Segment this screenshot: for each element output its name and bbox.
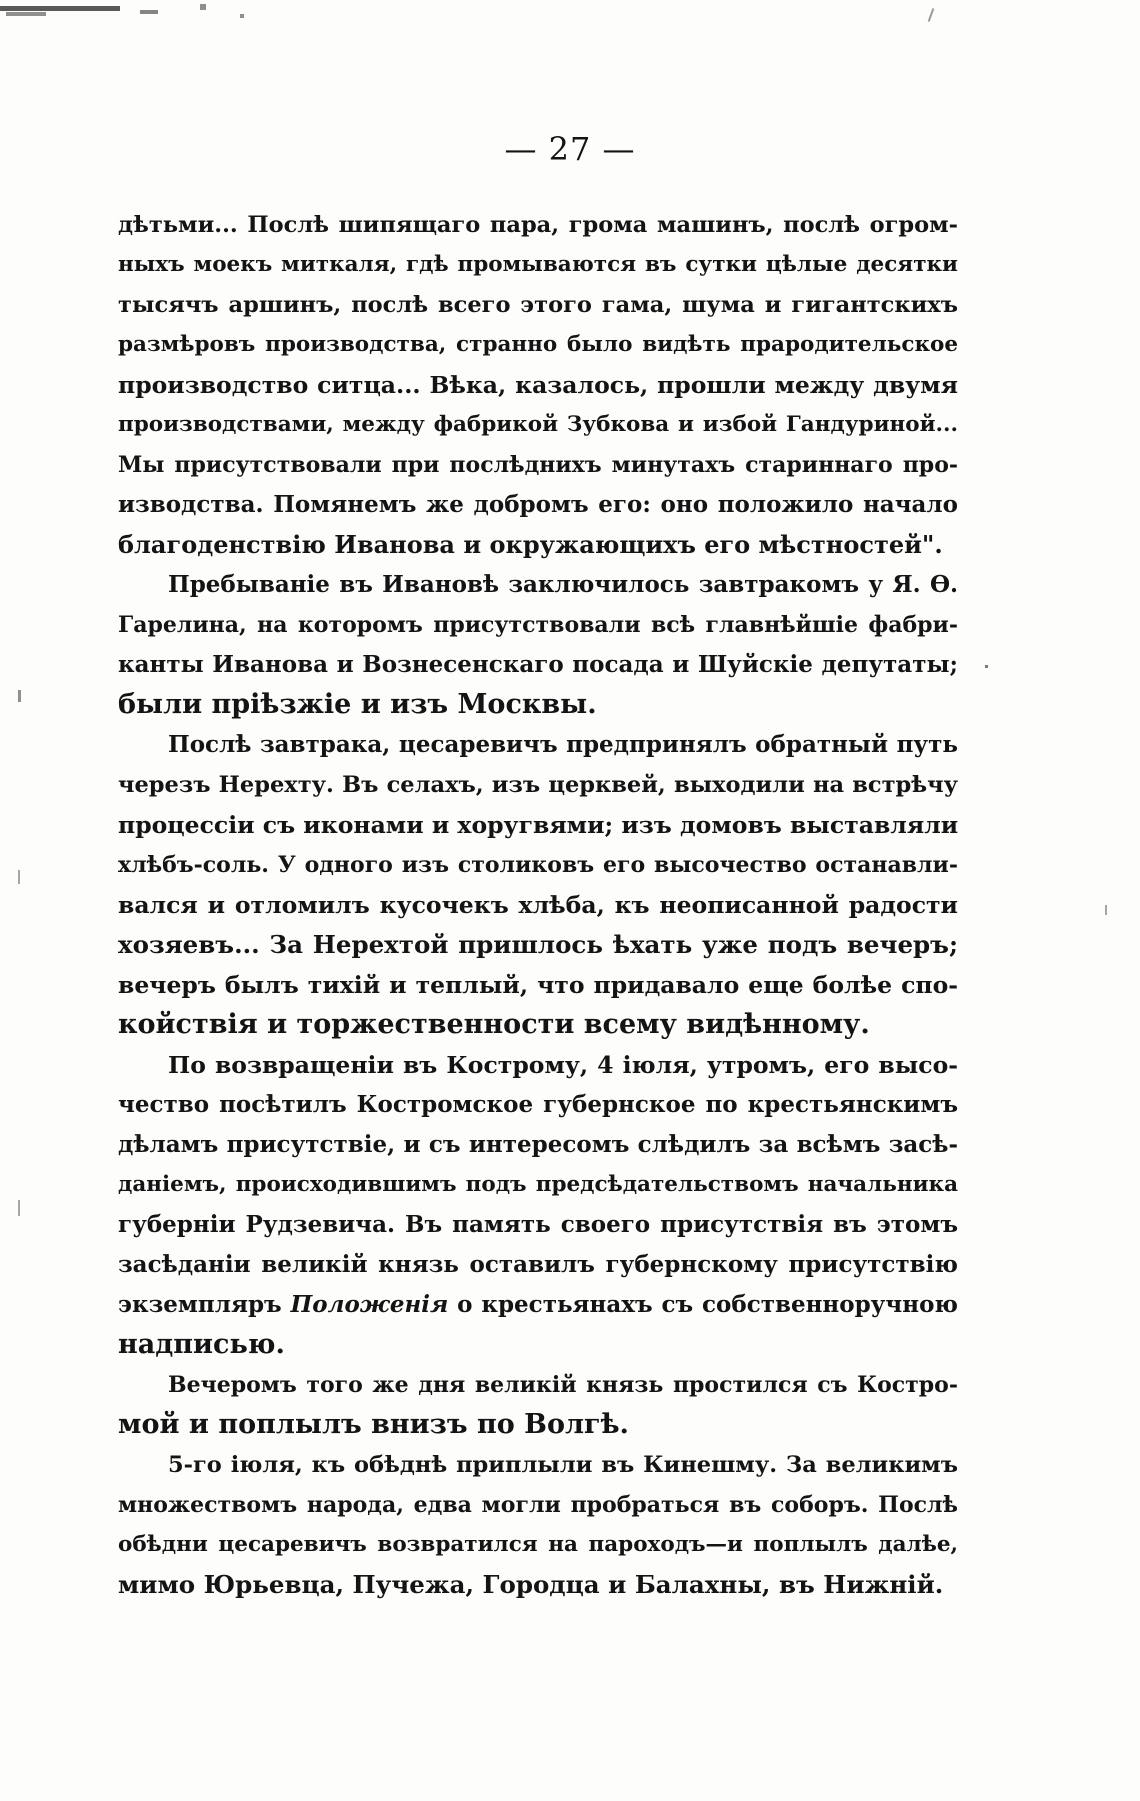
text-line: хозяевъ... За Нерехтой пришлось ѣхать уже подъ вечеръ; (118, 930, 958, 959)
scan-artifact (240, 14, 244, 18)
text-line: обѣдни цесаревичъ возвратился на пароходъ—и поплылъ далѣе, (118, 1532, 958, 1557)
text-line: были пріѣзжіе и изъ Москвы. (118, 689, 597, 720)
text-line: размѣровъ производства, странно было видѣть прародительское (118, 332, 958, 357)
text-line: Пребываніе въ Ивановѣ заключилось завтракомъ у Я. Ѳ. (168, 571, 958, 598)
scan-artifact (18, 690, 21, 702)
text-line: Послѣ завтрака, цесаревичъ предпринялъ обратный путь (168, 731, 958, 758)
text-line: засѣданіи великій князь оставилъ губернскому присутствію (118, 1251, 958, 1278)
italic-emphasis: Положенія (290, 1291, 449, 1318)
scan-artifact (0, 6, 120, 11)
text-line: надписью. (118, 1329, 285, 1360)
text-line: благоденствію Иванова и окружающихъ его мѣстностей". (118, 530, 943, 559)
text-line: дѣтьми... Послѣ шипящаго пара, грома машинъ, послѣ огром- (118, 212, 958, 238)
text-line: производствами, между фабрикой Зубкова и избой Гандуриной... (118, 412, 958, 437)
text-line: Гарелина, на которомъ присутствовали всѣ главнѣйшіе фабри- (118, 612, 958, 638)
scan-artifact (985, 665, 988, 668)
text-line: чество посѣтилъ Костромское губернское по крестьянскимъ (118, 1091, 958, 1118)
text-line: канты Иванова и Вознесенскаго посада и Шуйскіе депутаты; (118, 651, 958, 678)
scan-artifact (18, 1200, 20, 1216)
scan-artifact (928, 8, 935, 22)
paragraph (118, 1445, 958, 1605)
text-line: вался и отломилъ кусочекъ хлѣба, къ неописанной радости (118, 891, 958, 919)
paragraph (118, 205, 958, 565)
paragraph (118, 1365, 958, 1445)
text-line: вечеръ былъ тихій и теплый, что придавало еще болѣе спо- (118, 971, 958, 999)
body-text (118, 205, 958, 1605)
text-line: дѣламъ присутствіе, и съ интересомъ слѣдилъ за всѣмъ засѣ- (118, 1131, 958, 1158)
text-line: экземпляръ Положенія о крестьянахъ съ собственноручною (118, 1291, 958, 1318)
text-line: изводства. Помянемъ же добромъ его: оно положило начало (118, 491, 958, 518)
text-line: Мы присутствовали при послѣднихъ минутахъ стариннаго про- (118, 452, 958, 478)
text-line: По возвращеніи въ Кострому, 4 іюля, утромъ, его высо- (168, 1051, 958, 1079)
text-line: 5-го іюля, къ обѣднѣ приплыли въ Кинешму. За великимъ (168, 1452, 958, 1478)
text-line: мой и поплылъ внизъ по Волгѣ. (118, 1409, 629, 1440)
paragraph (118, 1045, 958, 1365)
text-line: мимо Юрьевца, Пучежа, Городца и Балахны, въ Нижній. (118, 1570, 944, 1599)
text-line: хлѣбъ-соль. У одного изъ столиковъ его высочество останавли- (118, 852, 958, 878)
text-line: множествомъ народа, едва могли пробраться въ соборъ. Послѣ (118, 1492, 958, 1518)
text-line: губерніи Рудзевича. Въ память своего присутствія въ этомъ (118, 1211, 958, 1238)
text-line: производство ситца... Вѣка, казалось, прошли между двумя (118, 371, 958, 399)
scan-artifact (6, 12, 46, 16)
scan-artifact (140, 10, 158, 14)
text-line: тысячъ аршинъ, послѣ всего этого гама, шума и гигантскихъ (118, 292, 958, 318)
text-line: черезъ Нерехту. Въ селахъ, изъ церквей, выходили на встрѣчу (118, 772, 958, 798)
scan-artifact (200, 4, 206, 10)
text-line: даніемъ, происходившимъ подъ предсѣдательствомъ начальника (118, 1172, 958, 1197)
scan-artifact (18, 870, 20, 884)
text-line: ныхъ моекъ миткаля, гдѣ промываются въ сутки цѣлые десятки (118, 252, 958, 277)
text-line: койствія и торжественности всему видѣнному. (118, 1009, 870, 1040)
paragraph (118, 565, 958, 725)
scan-artifact (1105, 905, 1107, 915)
text-line: Вечеромъ того же дня великій князь простился съ Костро- (168, 1372, 958, 1398)
paragraph (118, 725, 958, 1045)
page-number: — 27 — (504, 130, 636, 168)
text-line: процессіи съ иконами и хоругвями; изъ домовъ выставляли (118, 811, 958, 839)
